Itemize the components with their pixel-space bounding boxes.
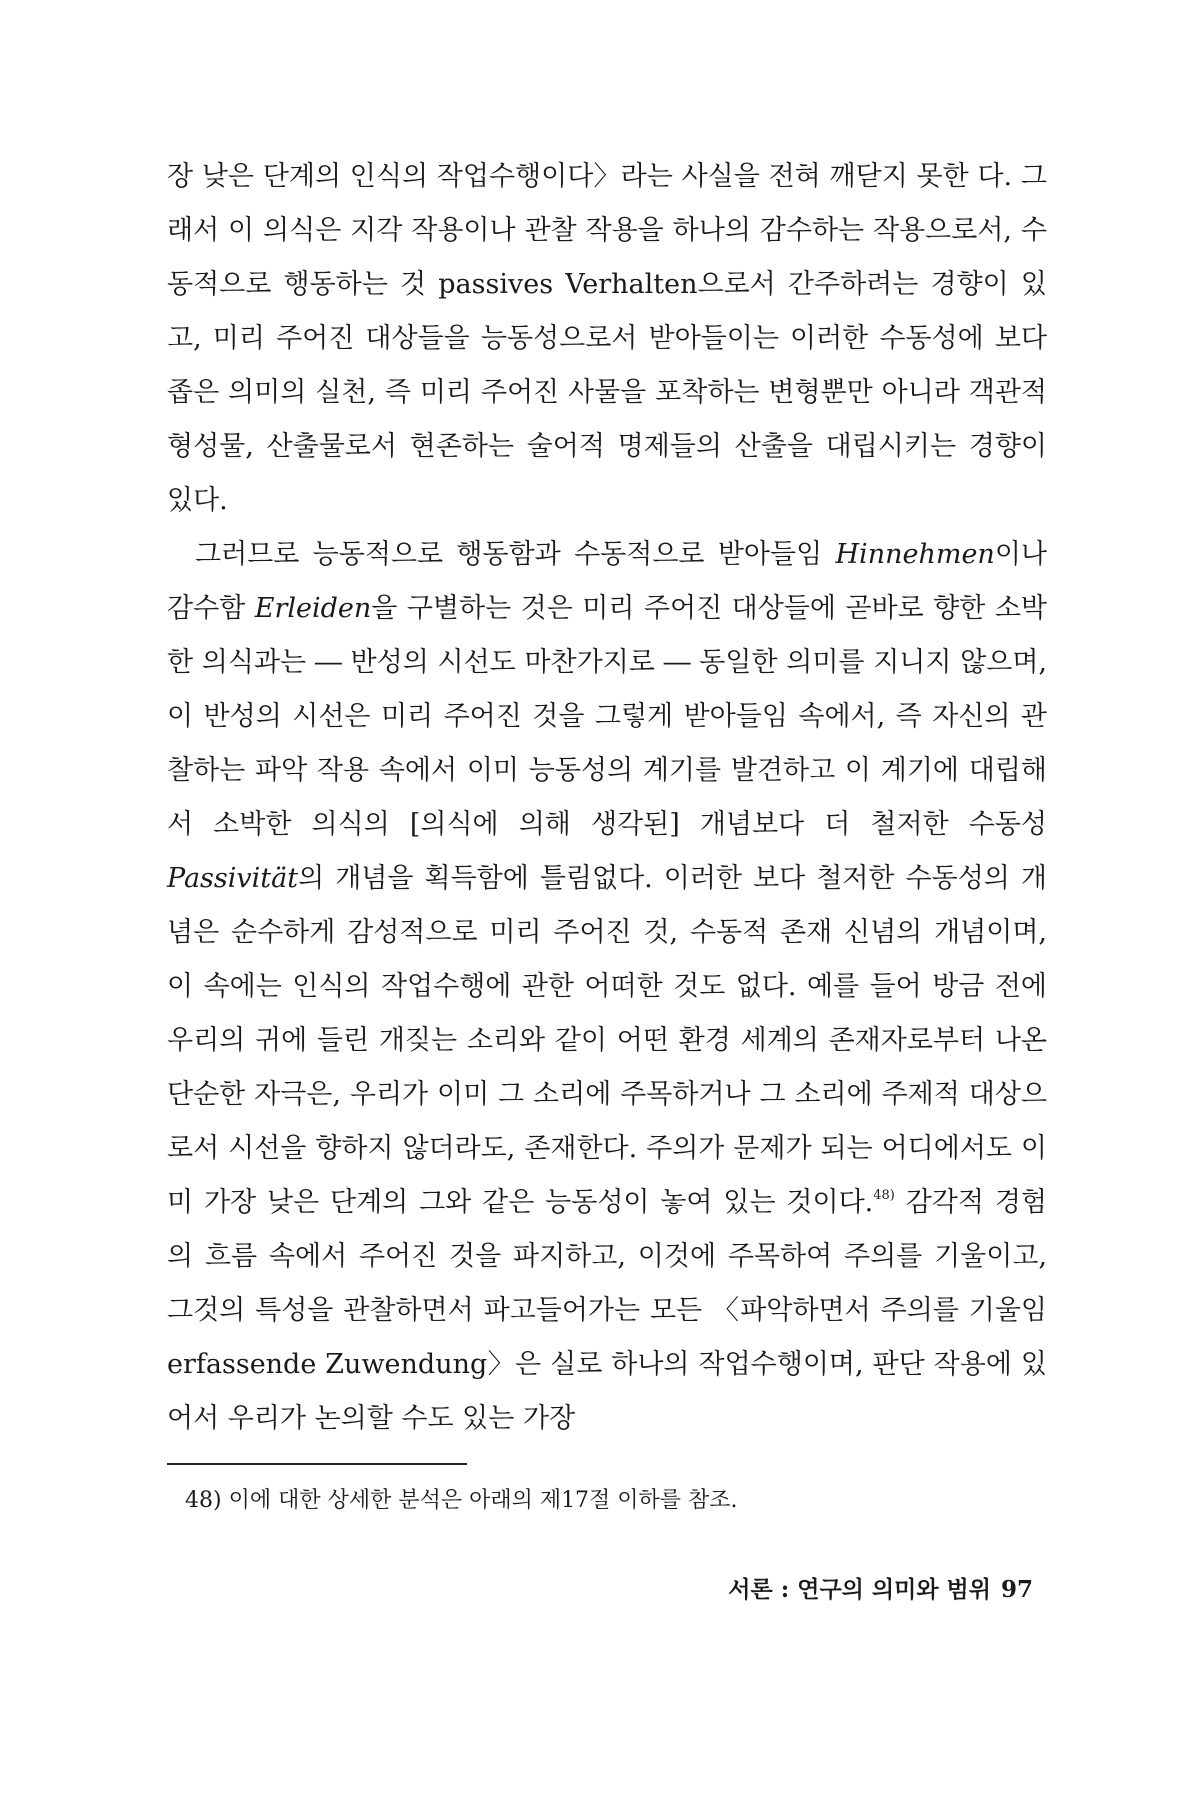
footnote-48: 48) 이에 대한 상세한 분석은 아래의 제17절 이하를 참조. bbox=[185, 1488, 738, 1513]
foreign-term: Passivität bbox=[167, 863, 299, 894]
text-run: 의 개념을 획득함에 틀림없다. 이러한 보다 철저한 수동성의 개념은 순수하게 감성적으로 미리 주어진 것, 수동적 존재 신념의 개념이며, 이 속에는 인식의 작업수행에 관한 어떠한 것도 없다. 예를 들어 방금 전에 우리의 귀에 들린 개짖는 소리와 같이 어떤 환경 세계의 존재자로부터 나온 단순한 자극은, 우리가 이미 그 소리에 주목하거나 그 소리에 주제적 대상으로서 시선을 향하지 않더라도, 존재한다. 주의가 문제가 되는 어디에서도 이미 가장 낮은 단계의 그와 같은 능동성이 놓여 있는 것이다. bbox=[167, 863, 1047, 1218]
text-run: 장 낮은 단계의 인식의 작업수행이다〉라는 사실을 전혀 깨닫지 못한 다. 그래서 이 의식은 지각 작용이나 관찰 작용을 하나의 감수하는 작용으로서, 수동적으로 행동하는 것 passives Verhalten으로서 간주하려는 경향이 있고, 미리 주어진 대상들을 능동성으로서 받아들이는 이러한 수동성에 보다 좁은 의미의 실천, 즉 미리 주어진 사물을 포착하는 변형뿐만 아니라 객관적 형성물, 산출물로서 현존하는 술어적 명제들의 산출을 대립시키는 경향이 있다. bbox=[167, 161, 1047, 516]
foreign-term: Hinnehmen bbox=[835, 539, 995, 570]
text-run: 을 구별하는 것은 미리 주어진 대상들에 곧바로 향한 소박한 의식과는 ― 반성의 시선도 마찬가지로 ― 동일한 의미를 지니지 않으며, 이 반성의 시선은 미리 주어진 것을 그렇게 받아들임 속에서, 즉 자신의 관찰하는 파악 작용 속에서 이미 능동성의 계기를 발견하고 이 계기에 대립해서 소박한 의식의 [의식에 의해 생각된] 개념보다 더 철저한 수동성 bbox=[167, 593, 1047, 840]
text-run: 이나 감수함 bbox=[167, 539, 1047, 624]
page-number: 97 bbox=[1000, 1576, 1033, 1603]
running-head: 서론 : 연구의 의미와 범위 bbox=[728, 1576, 991, 1603]
foreign-term: Erleiden bbox=[254, 593, 372, 624]
footnote-divider bbox=[167, 1463, 467, 1465]
running-footer bbox=[728, 1575, 1033, 1605]
footnote-reference: 48) bbox=[873, 1188, 895, 1203]
text-run: 그러므로 능동적으로 행동함과 수동적으로 받아들임 bbox=[195, 539, 836, 570]
paragraph bbox=[167, 528, 1047, 1446]
main-text bbox=[167, 150, 1047, 1446]
paragraph bbox=[167, 150, 1047, 528]
text-run: 감각적 경험의 흐름 속에서 주어진 것을 파지하고, 이것에 주목하여 주의를 기울이고, 그것의 특성을 관찰하면서 파고들어가는 모든 〈파악하면서 주의를 기울임 erfassende Zuwendung〉은 실로 하나의 작업수행이며, 판단 작용에 있어서 우리가 논의할 수도 있는 가장 bbox=[167, 1187, 1047, 1434]
